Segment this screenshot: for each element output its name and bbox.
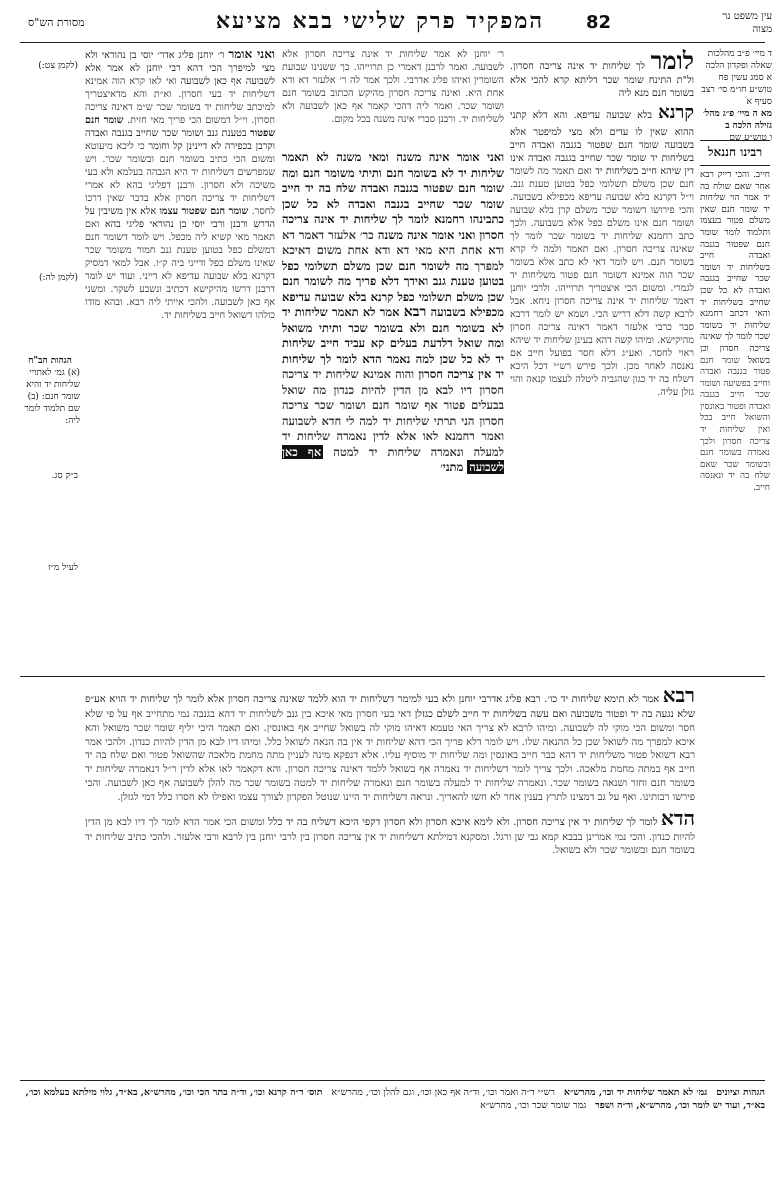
page-number: 82	[586, 12, 612, 33]
gemara-reasoning: כתבינהו רחמנא לומר לך שליחות יד אינה צריכה חסרון ואני אומר אינה משנה	[282, 212, 504, 242]
lower-second-text: לומר לך שליחות יד אין צריכה חסרון. ולא לימא איכא חסרון ולא חסרון דקפי היכא דשליח בה יד כלל	[268, 816, 658, 828]
rashi-body: שומר חנם שפטור בגנבה ואבדה חייב בשליחות יד שומר שכר שחייב בגנבה ואבדה אינו דין שיהא חייב בשליחות יד	[510, 140, 694, 177]
masoret-refs	[20, 60, 78, 284]
rashi-second-lead: קרנא	[658, 102, 694, 123]
lower-lead-text: אמר לא תימא שליחות יד כו׳. רבא פליג אדרבי יוחנן ולא בעי למימר דשליחות יד הוא ללמד שאינה צריכה חסרון	[227, 694, 660, 705]
hagahot-title: הגהות הב"ח	[28, 356, 72, 366]
ein-mishpat-entry: מא ה מיי׳ פ״ג מהל׳ גזילה הלכה ב	[702, 109, 772, 131]
gemara-mid-text: אמר לא תאמר שליחות יד לא בשומר חנם ולא בשומר שכר ותיתי משואל ומה שואל דלדעת בעלים קא עביד חייב שליחות יד לא כל שכן למה נאמר הדא לומר לך שליחות יד אין צריכה חסרון	[282, 305, 504, 381]
footer-gemara-note: גמ׳ לא תאמר שליחות יד וכו׳, מהרש״א	[563, 1087, 708, 1098]
footer-rashi-note: רש״י ד״ה ואמר וכו׳, וד״ה אף כאן וכו׳, וגם להלן וכו׳, מהרש״א	[331, 1087, 555, 1098]
margin-ref: ב״ק סג.	[51, 471, 78, 481]
hagahot-body: (א) גמ׳ לאתויי שליחות יד והיא שומר חנם: (ב) שם תלמוד לומר ליה:	[24, 368, 80, 426]
tosafot-bold-phrase-2: שומר חנם שפטור עצמו	[159, 206, 249, 217]
gemara-mid-heading: רבא	[403, 304, 427, 320]
header-divider	[20, 42, 765, 43]
page-title: המפקיד פרק שלישי בבא מציעא	[215, 8, 545, 34]
ein-mishpat-entry: ו טוש״ע שם	[729, 133, 772, 143]
rashi-second-text: בלא שבועה עדיפא. והא דלא קתני ההוא שאין לו עדים ולא מצי למיפטר אלא בשבועה	[510, 110, 694, 151]
footer-notes	[20, 1086, 765, 1112]
footer-last: גמר שומר שכר וכו׳, מהרש״א	[480, 1100, 587, 1111]
rashi-lead-word: לומר	[650, 48, 694, 75]
tosafot-commentary: ואני אומר ר׳ יוחנן פליג אדר׳ יוסי בן נהוראי ולא מצי למיפרך הכי דהא רבי יוחנן לא אמר אלא לשבועה אף כאן לשבועה ואי לאו קרא הוה אמינא דשליחות יד בעי חסרון. וא״ת והא מדאיצטריך למיכתב שליחות יד בשומר שכר ש״מ דאינה צריכה חסרון. וי״ל דמשום הכי פריך מאי חזית. שומר חנם שפטור בטענת גנב ושומר שכר שחייב בגנבה ואבדה וקרבן בכפירה לא דיינינן קל וחומר כי ליכא מיעוטא ומשום הכי כתיב בשומר חנם ובשומר שכר. ויש שמפרשים דשליחות יד היא הגבהה בעלמא ולא בעי משיכה ולא חסרון. ורבנן דפליגי בהא לא אמרי דשליחות יד צריכה חסרון אלא בדבר שאין דרכו לחסר. שומר חנם שפטור עצמו אלא אין משיבין על הדרש ורבנן ורבי יוסי בן נהוראי פליגי בהא ואם תאמר מאי קשיא ליה מכפל. ויש לומר דשומר חנם דמשלם כפל בטוען טענת גנב חמור משומר שכר שאינו משלם כפל ודייני ביה ק״ו. אבל למאי דמסיק דקרנא בלא שבועה עדיפא לא דייני. ועוד יש לומר דרבנן דרשו מהיקישא דכתיב ונשבע לשקר. ומשני אף כאן לשבועה. ולהכי אייתי ליה רבא. ובהא מודו כולהו דשואל חייב בשליחות יד.	[85, 48, 275, 321]
margin-refs-lower	[20, 470, 78, 574]
lower-body: אלא לומר לך שליחות יד הויא אע״פ שלא נגעה בה יד ופטור משבועה ואם עשה בשליחות יד חייב לשלם כגזלן	[85, 694, 695, 720]
lower-lead: רבא	[662, 683, 695, 707]
ein-mishpat-entry: ד מיי׳ פ״ב מהלכות שאלה ופקדון הלכה א סמג עשין פח טוש״ע חו״מ סי׳ רצב סעיף א	[701, 49, 772, 107]
gemara-continuation: מה לשומר חנם שכן משלם תשלומי כפל בטוען טענת גנב ואידך דלא פריך מה לשומר חנם שכן משלם תשלומי כפל קרנא בלא שבועה עדיפא מכפילא בשבועה	[282, 258, 504, 319]
footer-tosafot-note: תוס׳ ד״ה קרנא וכו׳, וד״ה בתר הכי וכו׳, מהרש״א, בא״ד, גלוי מילתא בעלמא וכו׳, בא״ד, ועוד יש לומר וכו׳, מהרש״א, וד״ה ושפר	[25, 1087, 765, 1111]
gemara-intro: ואני אומר אינה משנה ומאי משנה לא תאמר שליחות יד לא בשומר חנם ותיתי משומר חנם ומה שומר חנם שפטור בגנבה ואבדה שלח בה יד חייב שומר שכר שחייב בגנבה ואבדה לא כל שכן	[282, 150, 504, 211]
rabbeinu-chananel-title: רבינו חננאל	[707, 145, 763, 159]
rashi-commentary: לומר לך שליחות יד אינה צריכה חסרון. ול"ת התינח שומר שכר דליתא קרא להכי אלא בשומר חנם מנא ליה קרנא בלא שבועה עדיפא. והא דלא קתני ההוא שאין לו עדים ולא מצי למיפטר אלא בשבועה שומר חנם שפטור בגנבה ואבדה חייב בשליחות יד שומר שכר שחייב בגנבה ואבדה אינו דין שיהא חייב בשליחות יד ואם תאמר מה לשומר חנם שכן משלם תשלומי כפל בטוען טענת גנב. וי״ל דקרנא בלא שבועה עדיפא מכפילא בשבועה. והכי פירושו דשומר שכר משלם קרן בלא שבועה ושומר חנם אינו משלם כפל אלא בשבועה. ולכך כתב רחמנא שליחות יד בשומר שכר לומר לך שאינה צריכה חסרון. ואם תאמר ולמה לי קרא בשומר חנם. ויש לומר דאי לא כתב אלא בשומר שכר הוה אמינא דשומר חנם פטור משליחות יד לגמרי. ומשום הכי איצטריך תרוייהו. ולרבי יוחנן דאמר שליחות יד אינה צריכה חסרון ניחא. אבל לרבא קשה דלא דריש הכי. ושמא יש לומר דרבא סבר כרבי אלעזר דאמר דאינה צריכה חסרון מהיקישא. ומיהו קשה דהא בעינן שליחות יד שיהא ראוי לחסר. ואע״ג דלא חסר בפועל חייב אם נאנסה לאחר מכן. ולכך פירש רש״י דכל היכא דשלח בה יד כגון שהגביה ליטלה לעצמו קנאה והוי גזלן עליה.	[510, 48, 694, 398]
rabbeinu-chananel-box	[700, 140, 770, 166]
lower-second-lead: הדא	[661, 805, 695, 830]
footer-divider	[20, 1080, 765, 1081]
tosafot-body: ר׳ יוחנן פליג אדר׳ יוסי בן נהוראי ולא מצי למיפרך הכי דהא רבי יוחנן לא אמר אלא לשבועה אף כאן לשבועה	[85, 50, 275, 87]
rashi-lead-text: לך שליחות יד אינה צריכה חסרון. ול"ת התינח שומר שכר דליתא קרא להכי אלא בשומר חנם מנא ליה	[510, 61, 694, 99]
gemara-upper-commentary: ר׳ יוחנן לא אמר שליחות יד אינה צריכה חסרון אלא לשבועה. ואמר לרבנן דאמרי כן תרוייהו. כך ששנינו שבועת השומרין ואיהו פליג אדרבי. ולכך אמר לה ר׳ אלעזר דא ודא אחת היא. ואינה צריכה חסרון מהיקש הכתוב בשומר חנם ושומר שכר. ואמר ליה דהכי קאמר אף כאן לשבועה ולא לשליחות יד. ורבנן סברי אינה משנה בכל מקום.	[282, 49, 504, 125]
gemara-closing: מתני׳	[440, 460, 464, 474]
gemara-highlight: אף כאן לשבועה	[282, 444, 504, 474]
tosafot-bold-phrase: שומר חנם שפטור	[85, 115, 275, 139]
footer-label: הגהות וציונים	[716, 1087, 765, 1098]
margin-ref: (לקמן צט:)	[38, 61, 78, 71]
lower-commentary: רבא אמר לא תימא שליחות יד כו׳. רבא פליג אדרבי יוחנן ולא בעי למימר דשליחות יד הוא ללמד שאינה צריכה חסרון אלא לומר לך שליחות יד הויא אע״פ שלא נגעה בה יד ופטור משבועה ואם עשה בשליחות יד חייב לשלם כגזלן דאי בעי חסרון מאי איכא בין גנב לשליחות יד דהא בגנבה נמי מתחייב אף על פי שלא חסר ומשום הכי מוקי לה לשבועה. ומיהו לרבא לא צריך האי טעמא דאיהו מוקי לה בשואל שחייב אף באונסין. ואם תאמר היכי יליף שומר שכר משואל והא איכא למפרך מה לשואל שכן כל ההנאה שלו. ויש לומר דלא פריך הכי דהא שליחות יד אין בה הנאה לשואל כלל. ומיהו דיו לבא מן הדין להיות כנדון. ולהכי אמר רבא דשואל פטור משליחות יד דהא כבר חייב באונסין ומה שליחות יד מוסיף עליו. אלא דנפקא מינה לעניין מתה מחמת מלאכה שהשואל פטור ואם שלח בה יד חייב אף במתה מחמת מלאכה. ולכך צריך לומר דשליחות יד נאמרה אף בשואל ללמד דאינה צריכה חסרון. והא דקאמר לאו אלא לדין ר״ל דנאמרה שליחות יד בשומר חנם וחזר ושנאה בשומר שכר. ונאמרה שליחות יד למעלה בשומר חנם ונאמרה שליחות יד למטה בשומר שכר מה להלן לשבועה אף כאן לשבועה. והכי פירשו רבותינו. ואף על גב דמצינו לתרץ בענין אחר לא חשו להאריך. ונראה דשליחות יד היינו שנוטל הפקדון לצורך עצמו ואפילו לא חסרו כלל דמי לגזלן. הדא לומר לך שליחות יד אין צריכה חסרון. ולא לימא איכא חסרון ולא חסרון דקפי היכא דשליח בה יד כלל ומשום הכי אמר הדא לומר לך דיו לבא מן הדין להיות כנדון. והכי נמי אמרינן בבבא קמא גבי שן ורגל. ומסקנא דמילתא דשליחות יד אין צריכה חסרון בין לרבי יוחנן בין לרבא ורבי אלעזר. ולהכי כתיב שליחות יד בשומר חנם ובשומר שכר ולא בשואל.	[85, 683, 695, 857]
ein-mishpat-column	[698, 48, 772, 144]
margin-ref: לעיל מ״ז	[48, 563, 78, 573]
gemara-main-text: ואני אומר אינה משנה ומאי משנה לא תאמר שליחות יד לא בשומר חנם ותיתי משומר חנם ומה שומר חנם שפטור בגנבה ואבדה שלח בה יד חייב שומר שכר שחייב בגנבה ואבדה לא כל שכן כתבינהו רחמנא לומר לך שליחות יד אינה צריכה חסרון ואני אומר אינה משנה כר׳ אלעזר דאמר דא ודא אחת היא מאי דא ודא אחת משום דאיכא למפרך מה לשומר חנם שכן משלם תשלומי כפל בטוען טענת גנב ואידך דלא פריך מה לשומר חנם שכן משלם תשלומי כפל קרנא בלא שבועה עדיפא מכפילא בשבועה רבא אמר לא תאמר שליחות יד לא בשומר חנם ולא בשומר שכר ותיתי משואל ומה שואל דלדעת בעלים קא עביד חייב שליחות יד לא כל שכן למה נאמר הדא לומר לך שליחות יד אין צריכה חסרון והוה אמינא שליחות יד צריכה חסרון דיו לבא מן הדין להיות כנדון מה שואל בבעלים פטור אף שומר חנם ושומר שכר צריכה חסרון הני תרתי שליחות יד למה לי חדא לשבועה ואמר רחמנא לאו אלא לדין נאמרה שליחות יד למעלה ונאמרה שליחות יד למטה אף כאן לשבועה מתני׳	[282, 150, 504, 474]
masoret-hashas-label: מסורת הש"ס	[28, 16, 85, 29]
page-header	[0, 0, 780, 42]
section-divider	[20, 676, 765, 677]
ein-mishpat-label: עין משפט נר מצוה	[722, 11, 772, 35]
hagahot-habach-box	[20, 355, 80, 427]
margin-ref: (לקמן לה:)	[39, 273, 78, 283]
tosafot-lead-word: ואני אומר	[228, 48, 275, 61]
tosafot-more: אלא אין משיבין על הדרש ורבנן ורבי יוסי בן נהוראי פליגי בהא	[85, 206, 275, 230]
tosafot-continuation: בטענת גנב ושומר שכר שחייב בגנבה ואבדה וקרבן בכפירה לא דיינינן קל וחומר	[85, 128, 275, 152]
rabbeinu-chananel-text: חייב. והכי דייק רבא אחר שאם שולח בה יד אמר הוי שליחות יד שומר חנם שאין משלם פטור בעצמו ותלמוד לומר שומר חנם שפטור בגנבה ואבדה חייב בשליחות יד ושומר שכר שחייב בגנבה ואבדה לא כל שכן שחייב בשליחות יד והאי דכתב רחמנא שליחות יד בשומר שכר לומר לך שאינה צריכה חסרון וכן בשואל שומר חנם פטור בגנבה ואבדה וחייב בפשיעה ושומר שכר חייב בגנבה ואבדה ופטור באונסין והשואל חייב בכל ואין שליחות יד צריכה חסרון ולכך נאמרה בשומר חנם ובשומר שכר שאם שלח בה יד ונאנסה חייב.	[700, 170, 770, 494]
